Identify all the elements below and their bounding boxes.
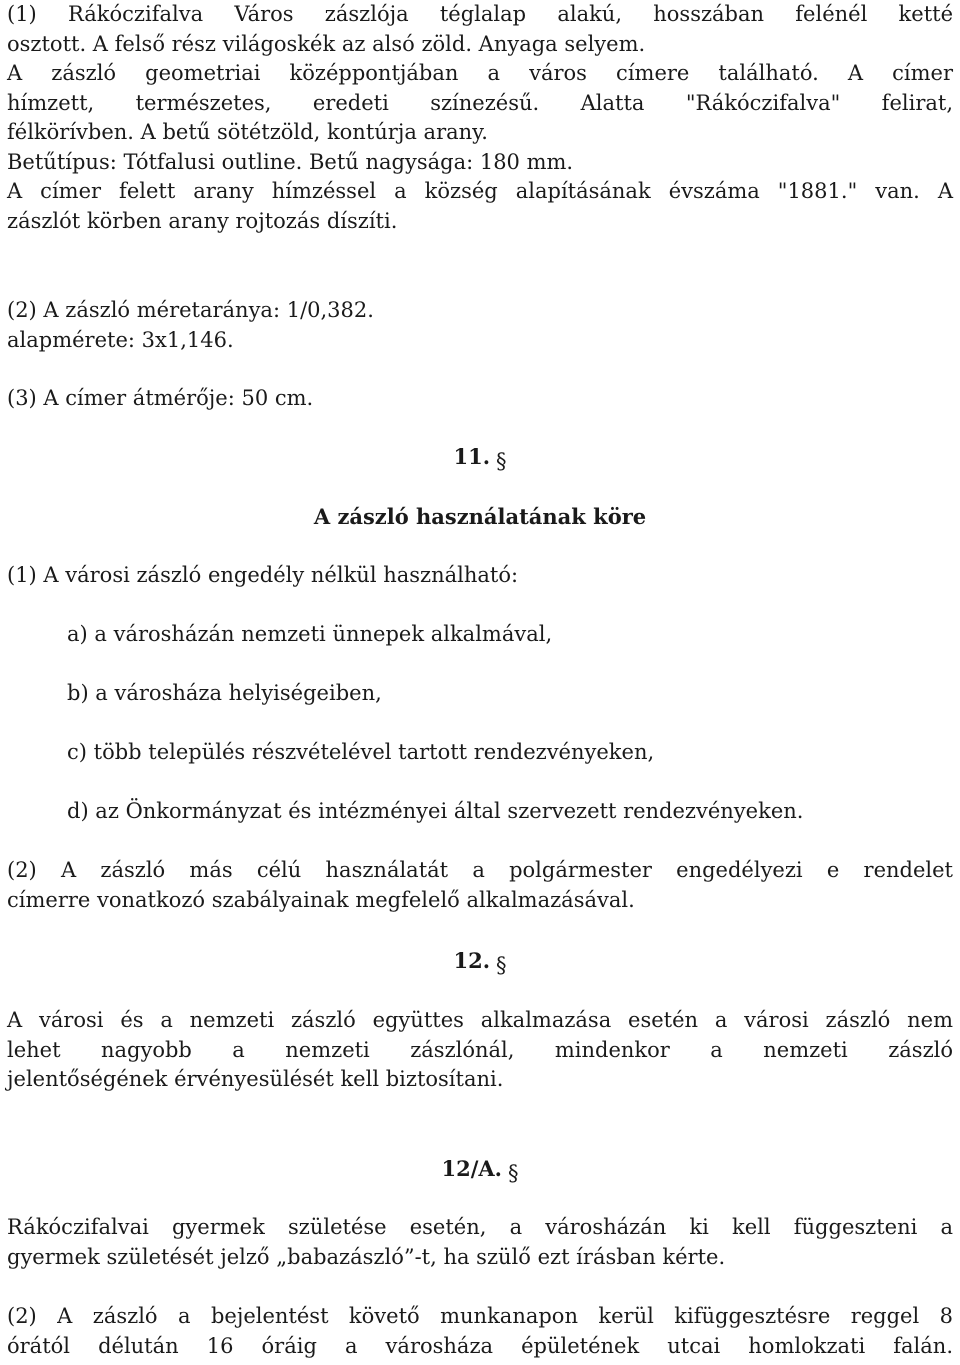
section-11-paragraph-2 xyxy=(7,856,953,915)
list-item: d) az Önkormányzat és intézményei által szervezett rendezvényeken. xyxy=(67,799,804,823)
text-line: (2) A zászló a bejelentést követő munkanapon kerül kifüggesztésre reggel 8 xyxy=(7,1304,953,1328)
list-item: c) több település részvételével tartott rendezvényeken, xyxy=(67,740,655,764)
section-number: 12/A. xyxy=(441,1156,502,1181)
section-12a-number xyxy=(7,1154,953,1184)
paragraph-2 xyxy=(7,296,953,355)
section-number: 11. xyxy=(453,444,491,469)
list-item: b) a városháza helyiségeiben, xyxy=(67,681,382,705)
text-line: A zászló geometriai középpontjában a város címere található. A címer xyxy=(7,61,953,85)
text-line: jelentőségének érvényesülését kell biztosítani. xyxy=(7,1067,504,1091)
section-12a-paragraph-2 xyxy=(7,1302,953,1361)
text-line: osztott. A felső rész világoskék az alsó zöld. Anyaga selyem. xyxy=(7,31,646,56)
section-number: 12. xyxy=(453,948,491,973)
section-12a-paragraph-1 xyxy=(7,1213,953,1272)
text-line: (2) A zászló más célú használatát a polgármester engedélyezi e rendelet xyxy=(7,858,953,882)
text-line: zászlót körben arany rojtozás díszíti. xyxy=(7,208,398,233)
section-11-item-b xyxy=(7,679,953,709)
section-heading: A zászló használatának köre xyxy=(313,504,647,529)
section-11-item-a xyxy=(7,620,953,650)
text-line: gyermek születését jelző „babazászló”-t, ha szülő ezt írásban kérte. xyxy=(7,1244,726,1269)
paragraph-3 xyxy=(7,384,953,414)
text-line: alapmérete: 3x1,146. xyxy=(7,327,234,352)
section-11-intro xyxy=(7,561,953,591)
text-line: címerre vonatkozó szabályainak megfelelő alkalmazásával. xyxy=(7,887,635,912)
section-12-paragraph xyxy=(7,1006,953,1095)
text-line: (1) Rákóczifalva Város zászlója téglalap alakú, hosszában felénél ketté xyxy=(7,2,953,26)
text-line: Betűtípus: Tótfalusi outline. Betű nagysága: 180 mm. xyxy=(7,149,574,174)
text-line: lehet nagyobb a nemzeti zászlónál, mindenkor a nemzeti zászló xyxy=(7,1037,953,1062)
section-11-item-d xyxy=(7,797,953,827)
text-line: (1) A városi zászló engedély nélkül használható: xyxy=(7,563,519,587)
text-line: hímzett, természetes, eredeti színezésű. Alatta "Rákóczifalva" felirat, xyxy=(7,90,953,115)
text-line: órától délután 16 óráig a városháza épületének utcai homlokzati falán. xyxy=(7,1333,953,1358)
section-11-item-c xyxy=(7,738,953,768)
text-line: félkörívben. A betű sötétzöld, kontúrja arany. xyxy=(7,120,488,144)
paragraph-1 xyxy=(7,0,953,236)
section-symbol: § xyxy=(496,449,507,473)
text-line: A városi és a nemzeti zászló együttes alkalmazása esetén a városi zászló nem xyxy=(7,1008,953,1032)
section-11-number xyxy=(7,442,953,472)
section-symbol: § xyxy=(496,953,507,977)
section-symbol: § xyxy=(508,1161,519,1185)
text-line: A címer felett arany hímzéssel a község alapításának évszáma "1881." van. A xyxy=(7,179,953,203)
section-11-heading xyxy=(7,502,953,532)
list-item: a) a városházán nemzeti ünnepek alkalmával, xyxy=(67,622,553,646)
text-line: (3) A címer átmérője: 50 cm. xyxy=(7,386,314,410)
section-12-number xyxy=(7,946,953,976)
text-line: (2) A zászló méretaránya: 1/0,382. xyxy=(7,298,374,322)
text-line: Rákóczifalvai gyermek születése esetén, a városházán ki kell függeszteni a xyxy=(7,1215,953,1239)
